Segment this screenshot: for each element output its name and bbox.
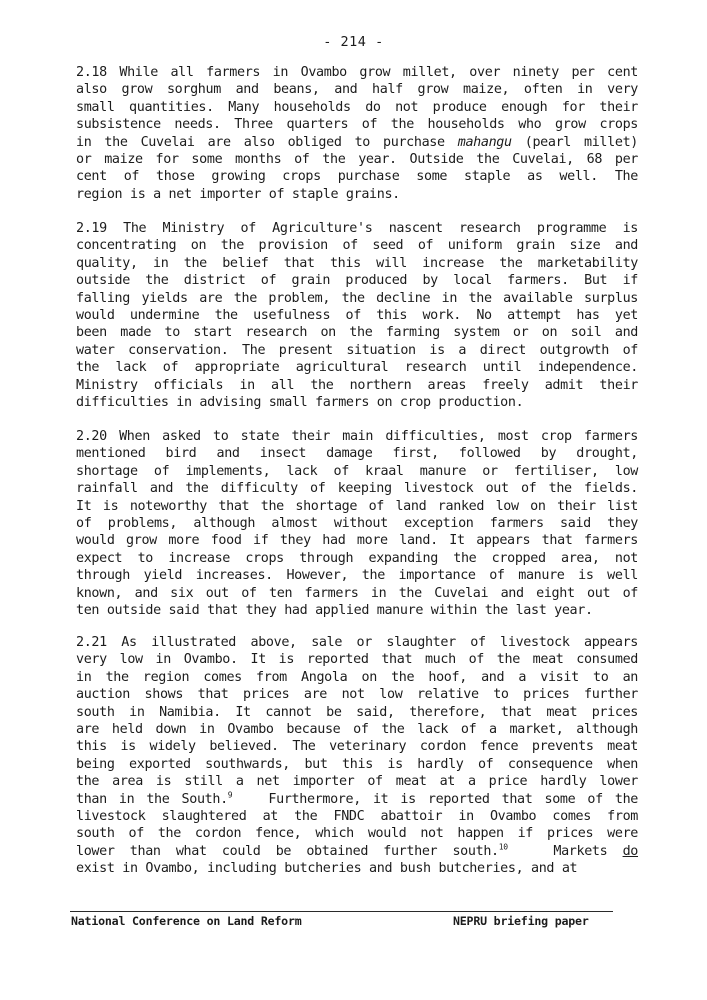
paragraph-2-20 <box>76 428 638 619</box>
text-line: south in Namibia. It cannot be said, therefore, that meat prices <box>76 704 638 720</box>
text-line: known, and six out of ten farmers in the Cuvelai and eight out of <box>76 585 638 601</box>
paragraph-2-19 <box>76 220 638 411</box>
text-line: the lack of appropriate agricultural research until independence. <box>76 360 638 376</box>
text-line: in the Cuvelai are also obliged to purchase mahangu (pearl millet) <box>76 134 638 150</box>
footer-conference-title: National Conference on Land Reform <box>71 914 302 928</box>
text-line: concentrating on the provision of seed of uniform grain size and <box>76 238 638 254</box>
text-line: livestock slaughtered at the FNDC abattoir in Ovambo comes from <box>76 809 638 825</box>
text-line: through yield increases. However, the importance of manure is well <box>76 568 638 584</box>
footnote-ref-10: 10 <box>498 842 508 852</box>
text-line: mentioned bird and insect damage first, followed by drought, <box>76 446 638 462</box>
text-line: 2.20 When asked to state their main difficulties, most crop farmers <box>76 429 638 444</box>
text-line: subsistence needs. Three quarters of the households who grow crops <box>76 117 638 133</box>
text-line: or maize for some months of the year. Outside the Cuvelai, 68 per <box>76 152 638 168</box>
text-line: are held down in Ovambo because of the lack of a market, although <box>76 722 638 738</box>
paragraph-2-21 <box>76 634 638 878</box>
text-segment: lower than what could be obtained further south. <box>76 843 499 859</box>
page-number: - 214 - <box>323 34 384 50</box>
text-line: the area is still a net importer of meat at a price hardly lower <box>76 774 638 790</box>
italic-term: mahangu <box>457 134 512 150</box>
text-line: region is a net importer of staple grains. <box>76 186 400 202</box>
text-line: 2.19 The Ministry of Agriculture's nascent research programme is <box>76 221 638 236</box>
text-line: 2.21 As illustrated above, sale or slaughter of livestock appears <box>76 635 638 650</box>
paragraph-2-18 <box>76 64 638 203</box>
text-line: difficulties in advising small farmers on crop production. <box>76 395 524 411</box>
underlined-word: do <box>622 843 639 859</box>
text-line: It is noteworthy that the shortage of land ranked low on their list <box>76 498 638 514</box>
text-line: quality, in the belief that this will increase the marketability <box>76 255 638 271</box>
text-line <box>76 843 638 860</box>
text-line: ten outside said that they had applied manure within the last year. <box>76 603 593 619</box>
text-line: being exported southwards, but this is hardly of consequence when <box>76 756 638 772</box>
text-line: small quantities. Many households do not produce enough for their <box>76 99 638 115</box>
text-line: falling yields are the problem, the decline in the available surplus <box>76 290 638 306</box>
text-line: shortage of implements, lack of kraal manure or fertiliser, low <box>76 463 638 479</box>
footer-divider <box>70 911 613 912</box>
text-line: also grow sorghum and beans, and half grow maize, often in very <box>76 82 638 98</box>
text-segment: than in the South. <box>76 791 228 807</box>
text-line: of problems, although almost without exception farmers said they <box>76 516 638 532</box>
text-line: expect to increase crops through expanding the cropped area, not <box>76 550 638 566</box>
text-line: would undermine the usefulness of this work. No attempt has yet <box>76 308 638 324</box>
text-line: auction shows that prices are not low relative to prices further <box>76 687 638 703</box>
footer-briefing-paper: NEPRU briefing paper <box>453 914 589 928</box>
text-line: south of the cordon fence, which would not happen if prices were <box>76 826 638 842</box>
text-line: water conservation. The present situation is a direct outgrowth of <box>76 342 638 358</box>
text-line: this is widely believed. The veterinary cordon fence prevents meat <box>76 739 638 755</box>
text-line: outside the district of grain produced by local farmers. But if <box>76 273 638 289</box>
text-line: rainfall and the difficulty of keeping livestock out of the fields. <box>76 481 638 497</box>
text-line: cent of those growing crops purchase some staple as well. The <box>76 169 638 185</box>
text-line: 2.18 While all farmers in Ovambo grow millet, over ninety per cent <box>76 65 638 80</box>
footnote-ref-9: 9 <box>227 790 233 800</box>
text-line: exist in Ovambo, including butcheries and bush butcheries, and at <box>76 861 578 877</box>
text-segment: Markets <box>553 843 608 859</box>
text-line <box>76 791 638 808</box>
text-line: would grow more food if they had more land. It appears that farmers <box>76 533 638 549</box>
text-line: in the region comes from Angola on the hoof, and a visit to an <box>76 669 638 685</box>
text-line: very low in Ovambo. It is reported that much of the meat consumed <box>76 652 638 668</box>
text-line: been made to start research on the farming system or on soil and <box>76 325 638 341</box>
text-segment: Furthermore, it is reported that some of the <box>268 791 638 807</box>
text-line: Ministry officials in all the northern areas freely admit their <box>76 377 638 393</box>
